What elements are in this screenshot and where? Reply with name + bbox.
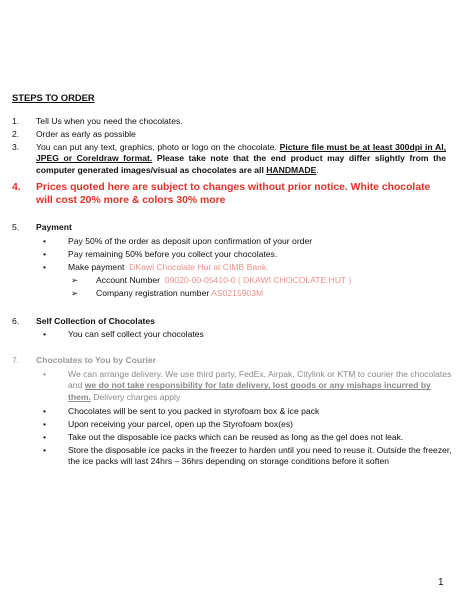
bullet: •	[43, 262, 47, 272]
page-number: 1	[438, 577, 444, 588]
delivery-charges: Delivery charges apply	[90, 391, 181, 402]
bullet-text: Pay 50% of the order as deposit upon confirmation of your order	[68, 236, 313, 246]
section-title: Payment	[36, 222, 72, 232]
price-notice: Prices quoted here are subject to changes without prior notice. White chocolate will cost 20% more & colors 30% more	[36, 182, 431, 206]
bullet: •	[43, 419, 47, 429]
picture-file-requirement: Picture file must be at least 300dpi in AI, JPEG or Coreldraw format.	[36, 142, 447, 164]
bullet: •	[43, 432, 47, 442]
page-heading: STEPS TO ORDER	[12, 92, 95, 103]
company-registration-value: AS0215903M	[211, 288, 264, 298]
handmade-emphasis: HANDMADE	[266, 164, 317, 175]
account-number-label: Account Number	[96, 275, 161, 285]
bullet-text: Pay remaining 50% before you collect your chocolates.	[68, 249, 278, 259]
arrow-bullet-icon: ➢	[71, 288, 79, 298]
bullet-text: Take out the disposable ice packs which can be reused as long as the gel does not leak.	[68, 432, 404, 442]
bullet: •	[43, 329, 47, 339]
account-number-value: 09020-00-05410-0 ( DKAWI CHOCOLATE HUT )	[164, 275, 352, 285]
bullet-text	[68, 369, 453, 403]
step-number: 3.	[12, 142, 20, 152]
bullet-text: Upon receiving your parcel, open up the Styrofoam box(es)	[68, 419, 293, 429]
bullet-text	[68, 262, 453, 273]
bullet-text: You can self collect your chocolates	[68, 329, 204, 339]
bank-name: DKawi Chocolate Hut at CIMB Bank.	[129, 262, 269, 272]
step-text: Order as early as possible	[36, 129, 136, 139]
product-disclaimer: Please take note that the end product may differ slightly from the computer generated images/visual as chocolates are all	[36, 153, 446, 175]
bullet-text: Chocolates will be sent to you packed in styrofoam box & ice pack	[68, 406, 320, 416]
bullet: •	[43, 445, 47, 455]
section-number: 6.	[12, 316, 20, 326]
responsibility-disclaimer: we do not take responsibility for late delivery, lost goods or any mishaps incurred by them.	[68, 380, 431, 402]
bullet: •	[43, 249, 47, 259]
bullet: •	[43, 236, 47, 246]
bullet: •	[43, 369, 47, 379]
section-title: Self Collection of Chocolates	[36, 316, 155, 326]
make-payment-label: Make payment	[68, 262, 125, 272]
company-registration-label: Company registration number	[96, 288, 210, 298]
courier-arrangement: We can arrange delivery. We use third party, FedEx, Airpak, Citylink or KTM to courier the chocolates and	[68, 369, 452, 391]
step-number: 1.	[12, 116, 20, 126]
step-text-end: .	[316, 164, 319, 175]
bullet-text: Store the disposable ice packs in the freezer to harden until you need to reuse it. Outside the freezer, the ice packs will last 24hrs – 36hrs depending on storage conditions before it soften	[68, 445, 452, 467]
arrow-bullet-icon: ➢	[71, 275, 79, 285]
step-text: Tell Us when you need the chocolates.	[36, 116, 183, 126]
section-number: 7.	[12, 355, 20, 365]
step-text	[36, 142, 446, 176]
step-number: 2.	[12, 129, 20, 139]
section-number: 5.	[12, 222, 20, 232]
section-title: Chocolates to You by Courier	[36, 355, 157, 365]
step-number: 4.	[12, 182, 21, 193]
bullet: •	[43, 406, 47, 416]
step-text-plain: You can put any text, graphics, photo or logo on the chocolate.	[36, 142, 280, 152]
